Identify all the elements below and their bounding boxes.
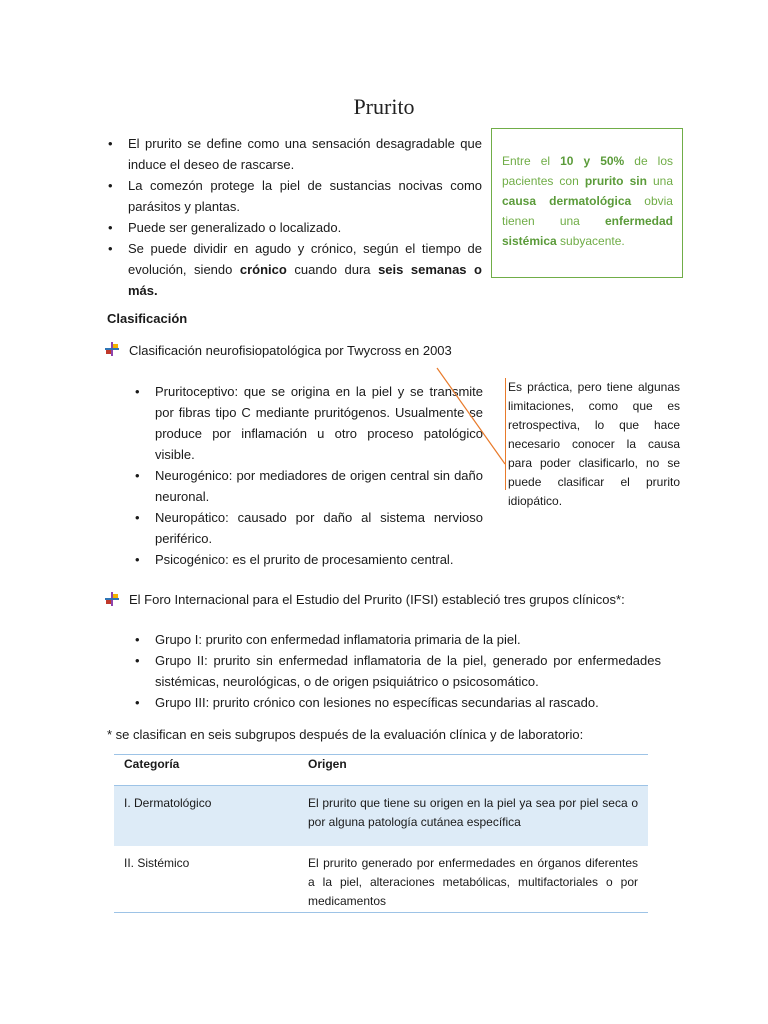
list-item: • Psicogénico: es el prurito de procesamiento central.	[133, 549, 483, 570]
bold-text: enfermedad sistémica	[502, 214, 673, 248]
list-item: • Grupo II: prurito sin enfermedad inflamatoria de la piel, generado por enfermedades sistémicas, neurológicas, o de origen psiquiátrico o psicosomático.	[133, 650, 661, 692]
bold-text: prurito sin	[584, 174, 647, 188]
ifsi-list	[133, 629, 661, 713]
list-item	[106, 238, 482, 301]
ifsi-label: El Foro Internacional para el Estudio del Prurito (IFSI) estableció tres grupos clínicos*:	[129, 592, 625, 607]
subgroups-table	[114, 754, 648, 913]
table-row	[114, 846, 648, 913]
twycross-note: Es práctica, pero tiene algunas limitaciones, como que es retrospectiva, lo que hace necesario conocer la causa para poder clasificarlo, no se puede clasificar el prurito idiopático.	[508, 380, 680, 508]
list-item: • El prurito se define como una sensación desagradable que induce el deseo de rascarse.	[106, 133, 482, 175]
text-run: Se puede dividir en agudo y crónico, según el tiempo de evolución, siendo	[128, 241, 482, 277]
list-item: • Grupo I: prurito con enfermedad inflamatoria primaria de la piel.	[133, 629, 661, 650]
note-connector-line	[435, 366, 507, 466]
footnote: * se clasifican en seis subgrupos después de la evaluación clínica y de laboratorio:	[107, 727, 584, 742]
list-item: • La comezón protege la piel de sustancias nocivas como parásitos y plantas.	[106, 175, 482, 217]
bold-text: crónico	[239, 262, 287, 277]
bold-text: 10 y 50%	[560, 154, 625, 168]
table-header-cell: Origen	[298, 755, 648, 786]
table-cell: II. Sistémico	[114, 846, 298, 913]
bold-text: causa dermatológica	[502, 194, 632, 208]
table-cell: I. Dermatológico	[114, 786, 298, 847]
text-run: Entre el	[502, 154, 561, 168]
intro-list	[106, 133, 482, 301]
section-heading: Clasificación	[107, 311, 188, 326]
list-item: • Pruritoceptivo: que se origina en la piel y se transmite por fibras tipo C mediante pruritógenos. Usualmente se produce por inflamación u otro proceso patológico visible.	[133, 381, 483, 465]
table-header-cell: Categoría	[114, 755, 298, 786]
note-bracket	[505, 378, 506, 490]
list-item: • Neurogénico: por mediadores de origen central sin daño neuronal.	[133, 465, 483, 507]
bullet-flag-icon	[105, 592, 119, 606]
text-run: una	[646, 174, 673, 188]
table-row	[114, 786, 648, 847]
twycross-label: Clasificación neurofisiopatológica por Twycross en 2003	[129, 343, 452, 358]
table-cell: El prurito generado por enfermedades en órganos diferentes a la piel, alteraciones metabólicas, multifactoriales o por medicamentos	[298, 846, 648, 913]
text-run: de los pacientes con	[502, 154, 673, 188]
list-item: • Grupo III: prurito crónico con lesiones no específicas secundarias al rascado.	[133, 692, 661, 713]
text-run: subyacente.	[556, 234, 625, 248]
text-run: cuando dura	[286, 262, 379, 277]
bold-text: seis semanas o más.	[128, 262, 482, 298]
table-header-row	[114, 755, 648, 786]
callout-box	[491, 128, 683, 278]
list-item: • Neuropático: causado por daño al sistema nervioso periférico.	[133, 507, 483, 549]
list-item: • Puede ser generalizado o localizado.	[106, 217, 482, 238]
text-run: obvia tienen una	[502, 194, 673, 228]
twycross-list	[133, 381, 483, 570]
table-cell: El prurito que tiene su origen en la piel ya sea por piel seca o por alguna patología cutánea específica	[298, 786, 648, 847]
page-title: Prurito	[353, 94, 415, 119]
bullet-flag-icon	[105, 342, 119, 356]
